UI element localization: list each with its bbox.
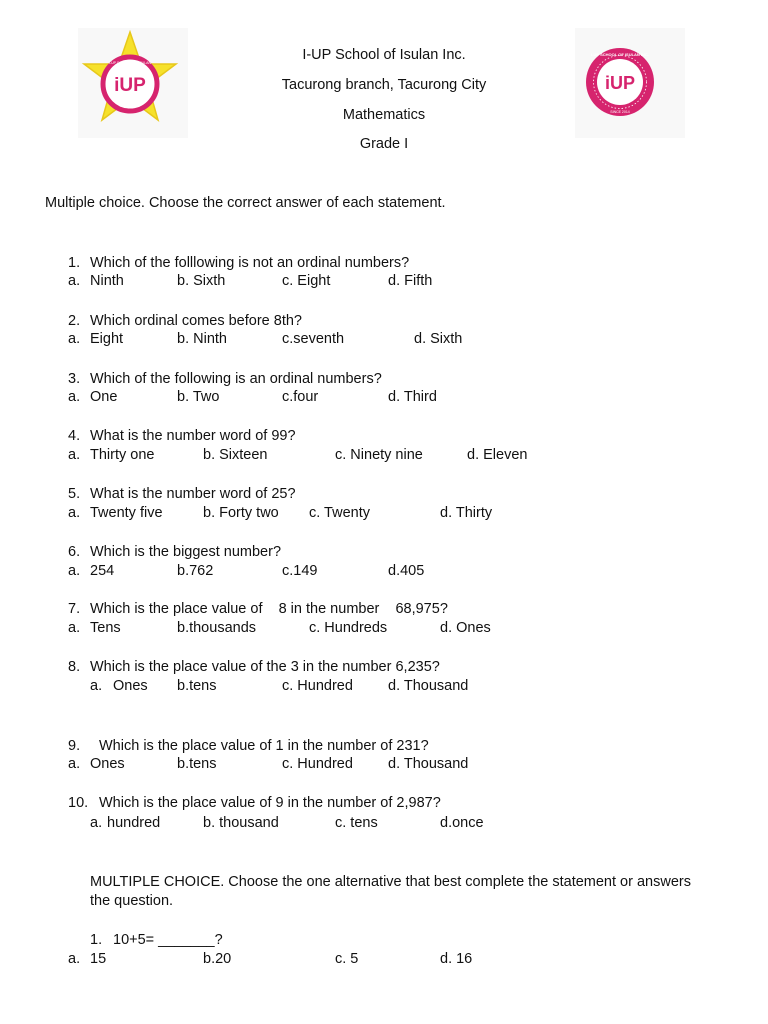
choice-a: hundred [107,815,161,831]
choice-a: 15 [90,951,107,967]
question-text: Which is the place value of 8 in the number 68,975? [90,601,448,617]
question-text: 10+5= _______? [113,932,223,948]
choice-b: b. thousand [203,815,279,831]
choice-a-letter: a. [68,273,81,289]
choice-c: c. Hundred [282,756,353,772]
question-number: 1. [68,255,81,271]
school-logo-left [78,28,182,128]
choice-d: d. Thousand [388,678,469,694]
choice-a: Ones [90,756,125,772]
choice-a-letter: a. [68,620,81,636]
choice-a-letter: a. [68,756,81,772]
question-text: Which ordinal comes before 8th? [90,313,302,329]
branch-name: Tacurong branch, Tacurong City [281,77,487,93]
choice-c: c. Eight [282,273,331,289]
choice-a: 254 [90,563,115,579]
choice-c: c. Ninety nine [335,447,423,463]
question-text: Which is the biggest number? [90,544,282,560]
question-number: 4. [68,428,81,444]
logo-left-ring: I-UP SCHOOL OF ISULAN [108,61,152,65]
school-name: I-UP School of Isulan Inc. [302,47,466,63]
question-number: 10. [68,795,89,811]
question-text: What is the number word of 99? [90,428,296,444]
choice-a-letter: a. [68,331,81,347]
choice-d: d. Ones [440,620,491,636]
choice-a-letter: a. [68,447,81,463]
question-text: What is the number word of 25? [90,486,296,502]
choice-b: b. Forty two [203,505,279,521]
question-number: 9. [68,738,81,754]
logo-right-text: iUP [604,73,636,93]
question-number: 8. [68,659,81,675]
question-number: 3. [68,371,81,387]
choice-a: Thirty one [90,447,155,463]
choice-b: b.tens [177,756,217,772]
choice-b: b. Sixteen [203,447,268,463]
question-text: Which of the following is an ordinal numbers? [90,371,382,387]
choice-a: One [90,389,118,405]
question-number: 7. [68,601,81,617]
choice-a-letter: a. [68,951,81,967]
choice-b: b. Two [177,389,220,405]
question-text: Which is the place value of 1 in the number of 231? [99,738,429,754]
choice-a-letter: a. [90,678,103,694]
choice-d: d. Eleven [467,447,528,463]
choice-d: d.405 [388,563,425,579]
choice-d: d. Thirty [440,505,493,521]
question-number: 2. [68,313,81,329]
choice-a: Tens [90,620,121,636]
choice-d: d.once [440,815,484,831]
choice-a-letter: a. [68,563,81,579]
choice-a: Twenty five [90,505,163,521]
choice-a-letter: a. [90,815,103,831]
school-logo-right [582,44,658,120]
logo-left-text: iUP [114,75,146,96]
choice-a: Ninth [90,273,124,289]
choice-c: c.four [282,389,319,405]
logo-left-since: SINCE 2014 [120,104,140,108]
logo-right-ring: I-UP SCHOOL OF ISULAN INC. [591,52,649,57]
choice-b: b.thousands [177,620,257,636]
choice-a-letter: a. [68,389,81,405]
choice-d: d. Sixth [414,331,463,347]
choice-a-letter: a. [68,505,81,521]
question-text: Which of the folllowing is not an ordinal numbers? [90,255,410,271]
choice-d: d. 16 [440,951,473,967]
choice-c: c. Twenty [309,505,370,521]
choice-c: c. 5 [335,951,359,967]
choice-d: d. Thousand [388,756,469,772]
choice-b: b.tens [177,678,217,694]
part1-instruction: Multiple choice. Choose the correct answer of each statement. [45,195,446,211]
choice-c: c.149 [282,563,318,579]
choice-a: Eight [90,331,124,347]
question-text: Which is the place value of the 3 in the number 6,235? [90,659,440,675]
choice-b: b. Sixth [177,273,226,289]
choice-b: b.20 [203,951,232,967]
part2-instruction: MULTIPLE CHOICE. Choose the one alternative that best complete the statement or answers [90,874,691,890]
choice-d: d. Third [388,389,437,405]
choice-d: d. Fifth [388,273,433,289]
question-text: Which is the place value of 9 in the number of 2,987? [99,795,441,811]
question-number: 6. [68,544,81,560]
choice-a: Ones [113,678,148,694]
question-number: 5. [68,486,81,502]
choice-c: c. Hundred [282,678,353,694]
choice-c: c. Hundreds [309,620,388,636]
choice-b: b. Ninth [177,331,227,347]
choice-c: c.seventh [282,331,345,347]
question-number: 1. [90,932,103,948]
choice-b: b.762 [177,563,214,579]
subject-title: Mathematics [342,107,426,123]
logo-right-since: SINCE 2014 [610,110,630,114]
choice-c: c. tens [335,815,378,831]
grade-level: Grade I [359,136,409,152]
part2-instruction-cont: the question. [90,893,174,909]
